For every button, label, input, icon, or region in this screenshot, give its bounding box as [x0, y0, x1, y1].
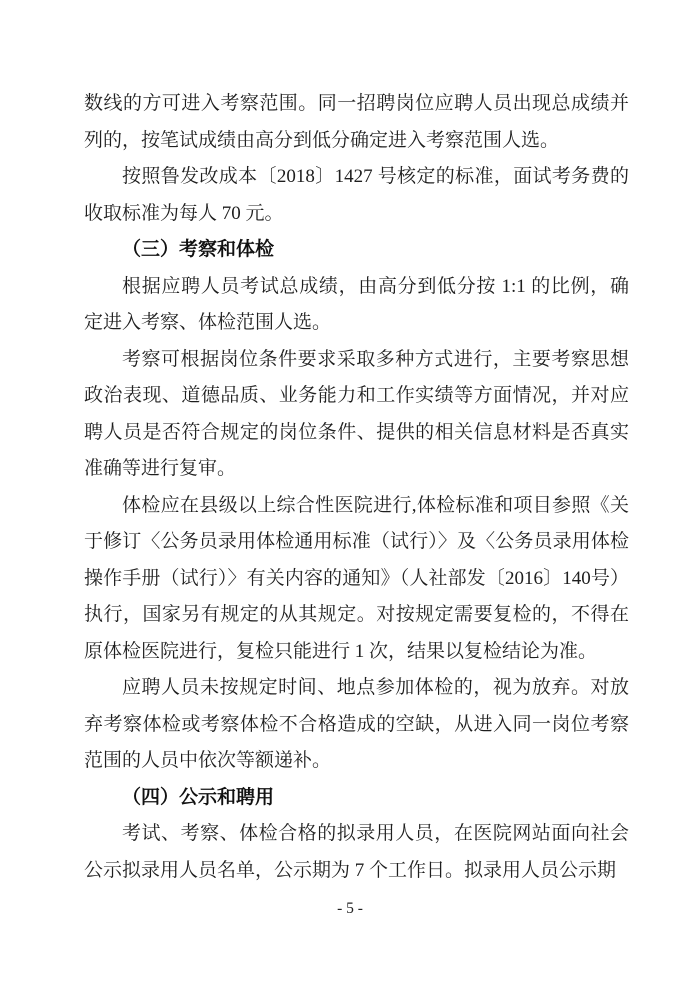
page-number: - 5 - — [337, 900, 363, 917]
paragraph-physical-exam-rules: 体检应在县级以上综合性医院进行,体检标准和项目参照《关于修订〈公务员录用体检通用标准（试行）〉及〈公务员录用体检操作手册（试行）〉有关内容的通知》（人社部发〔2016〕140号）执行，国家另有规定的从其规定。对按规定需要复检的，不得在原体检医院进行，复检只能进行 1 次，结果以复检结论为准。 — [84, 494, 629, 662]
paragraph-fee-standard: 按照鲁发改成本〔2018〕1427 号核定的标准，面试考务费的收取标准为每人 70 元。 — [84, 166, 629, 224]
paragraph-continuation: 数线的方可进入考察范围。同一招聘岗位应聘人员出现总成绩并列的，按笔试成绩由高分到低分确定进入考察范围人选。 — [84, 93, 629, 151]
paragraph-ratio-selection: 根据应聘人员考试总成绩，由高分到低分按 1:1 的比例，确定进入考察、体检范围人选。 — [84, 275, 629, 333]
paragraph-inspection-methods: 考察可根据岗位条件要求采取多种方式进行，主要考察思想政治表现、道德品质、业务能力和工作实绩等方面情况，并对应聘人员是否符合规定的岗位条件、提供的相关信息材料是否真实准确等进行复审。 — [84, 348, 629, 479]
section-heading-publicity-employment: （四）公示和聘用 — [122, 786, 275, 808]
paragraph-publicity-period: 考试、考察、体检合格的拟录用人员，在医院网站面向社会公示拟录用人员名单，公示期为 7 个工作日。拟录用人员公示期 — [84, 823, 629, 881]
document-text-block — [84, 86, 629, 889]
paragraph-absence-replacement: 应聘人员未按规定时间、地点参加体检的，视为放弃。对放弃考察体检或考察体检不合格造成的空缺，从进入同一岗位考察范围的人员中依次等额递补。 — [84, 677, 629, 771]
section-heading-inspection-physical: （三）考察和体检 — [122, 239, 275, 260]
